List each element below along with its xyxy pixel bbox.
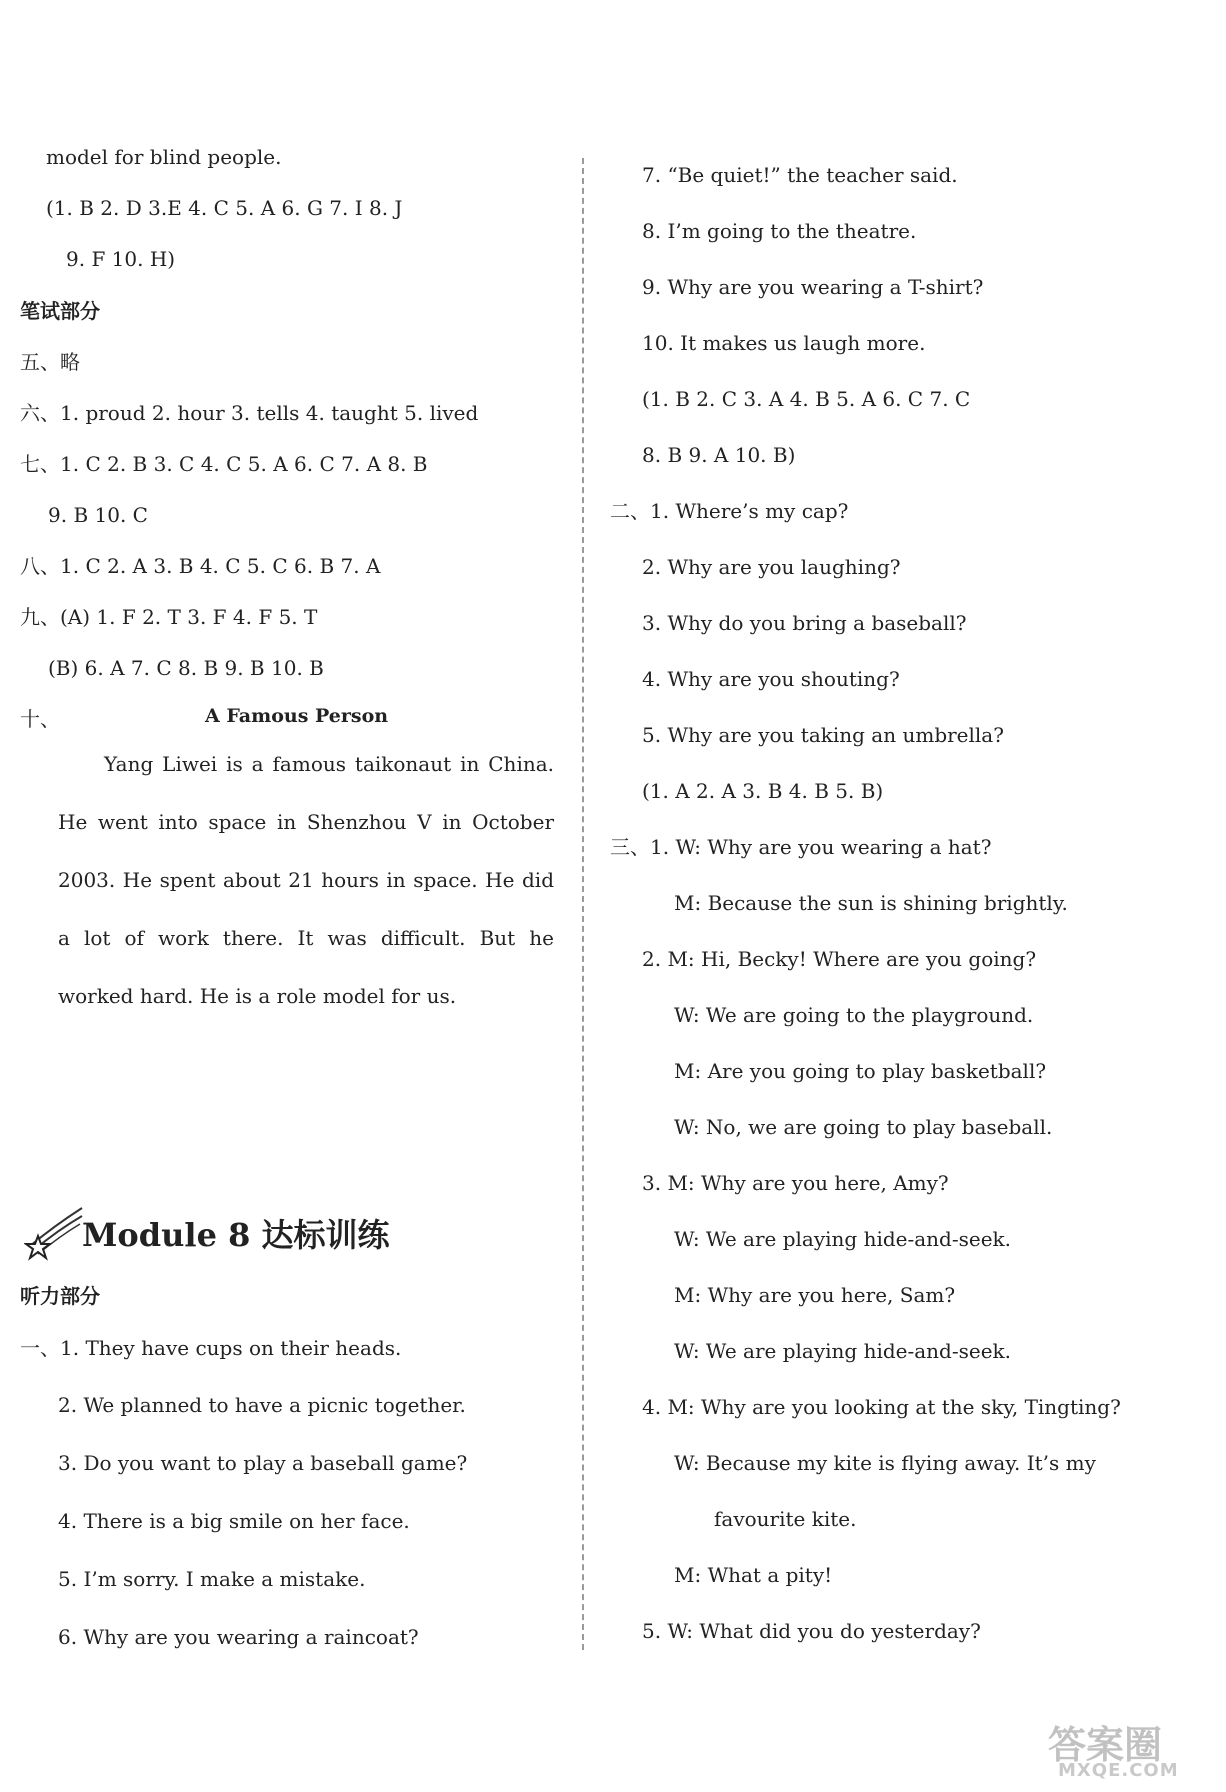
answer-line: 二、1. Where’s my cap? <box>610 499 849 523</box>
answer-line: 5. I’m sorry. I make a mistake. <box>58 1567 366 1591</box>
dialogue-line: W: We are going to the playground. <box>674 1003 1034 1027</box>
answer-line: 9. Why are you wearing a T-shirt? <box>642 275 984 299</box>
dialogue-line: M: What a pity! <box>674 1563 833 1587</box>
answer-line: 3. Do you want to play a baseball game? <box>58 1451 468 1475</box>
answer-line: 八、1. C 2. A 3. B 4. C 5. C 6. B 7. A <box>20 554 381 578</box>
dialogue-line: 5. W: What did you do yesterday? <box>642 1619 981 1643</box>
dialogue-line: 三、1. W: Why are you wearing a hat? <box>610 835 992 859</box>
watermark-logo <box>1038 1714 1208 1784</box>
answer-line: 10. It makes us laugh more. <box>642 331 926 355</box>
answer-line: (1. A 2. A 3. B 4. B 5. B) <box>642 779 884 803</box>
question-label: 十、 <box>20 707 60 731</box>
module-title: Module 8 达标训练 <box>82 1216 390 1254</box>
dialogue-line: W: Because my kite is flying away. It’s my <box>674 1451 1096 1475</box>
essay-body: Yang Liwei is a famous taikonaut in China. He went into space in Shenzhou V in October 2003. He spent about 21 hours in space. He did a lot of work there. It was difficult. But he worked hard. He is a role model for us. <box>58 752 554 1008</box>
answer-line: (B) 6. A 7. C 8. B 9. B 10. B <box>48 656 324 680</box>
answer-line: 9. F 10. H) <box>66 247 176 271</box>
answer-line: 一、1. They have cups on their heads. <box>20 1336 402 1360</box>
answer-line: 九、(A) 1. F 2. T 3. F 4. F 5. T <box>20 605 318 629</box>
answer-line: 6. Why are you wearing a raincoat? <box>58 1625 419 1649</box>
dialogue-line: W: We are playing hide-and-seek. <box>674 1339 1012 1363</box>
dialogue-line: W: We are playing hide-and-seek. <box>674 1227 1012 1251</box>
answer-line: 5. Why are you taking an umbrella? <box>642 723 1004 747</box>
answer-line: 9. B 10. C <box>48 503 148 527</box>
dialogue-line: M: Because the sun is shining brightly. <box>674 891 1068 915</box>
answer-line: 六、1. proud 2. hour 3. tells 4. taught 5. lived <box>20 401 479 425</box>
answer-line: 五、略 <box>20 350 80 374</box>
answer-line: 4. Why are you shouting? <box>642 667 900 691</box>
answer-line: 2. Why are you laughing? <box>642 555 901 579</box>
answer-line: (1. B 2. C 3. A 4. B 5. A 6. C 7. C <box>642 387 971 411</box>
dialogue-line: M: Are you going to play basketball? <box>674 1059 1047 1083</box>
shooting-star-icon <box>24 1206 84 1262</box>
dialogue-line: W: No, we are going to play baseball. <box>674 1115 1053 1139</box>
module-heading <box>30 1200 450 1260</box>
answer-line: 2. We planned to have a picnic together. <box>58 1393 466 1417</box>
section-heading-listening: 听力部分 <box>20 1284 100 1308</box>
essay-title: A Famous Person <box>205 705 389 727</box>
answer-line: 3. Why do you bring a baseball? <box>642 611 967 635</box>
answer-line: (1. B 2. D 3.E 4. C 5. A 6. G 7. I 8. J <box>46 196 403 220</box>
dialogue-line: 3. M: Why are you here, Amy? <box>642 1171 949 1195</box>
answer-line: 4. There is a big smile on her face. <box>58 1509 410 1533</box>
dialogue-line: favourite kite. <box>714 1507 857 1531</box>
column-divider <box>582 158 584 1650</box>
section-heading-written: 笔试部分 <box>20 299 100 323</box>
answer-line: model for blind people. <box>46 145 282 169</box>
watermark-url: MXQE.COM <box>1058 1760 1179 1781</box>
answer-line: 8. B 9. A 10. B) <box>642 443 796 467</box>
watermark-text: 答案圈 <box>1048 1723 1163 1767</box>
answer-line: 7. “Be quiet!” the teacher said. <box>642 163 958 187</box>
answer-line: 8. I’m going to the theatre. <box>642 219 917 243</box>
dialogue-line: 2. M: Hi, Becky! Where are you going? <box>642 947 1037 971</box>
dialogue-line: 4. M: Why are you looking at the sky, Tingting? <box>642 1395 1121 1419</box>
answer-line: 七、1. C 2. B 3. C 4. C 5. A 6. C 7. A 8. B <box>20 452 428 476</box>
dialogue-line: M: Why are you here, Sam? <box>674 1283 956 1307</box>
